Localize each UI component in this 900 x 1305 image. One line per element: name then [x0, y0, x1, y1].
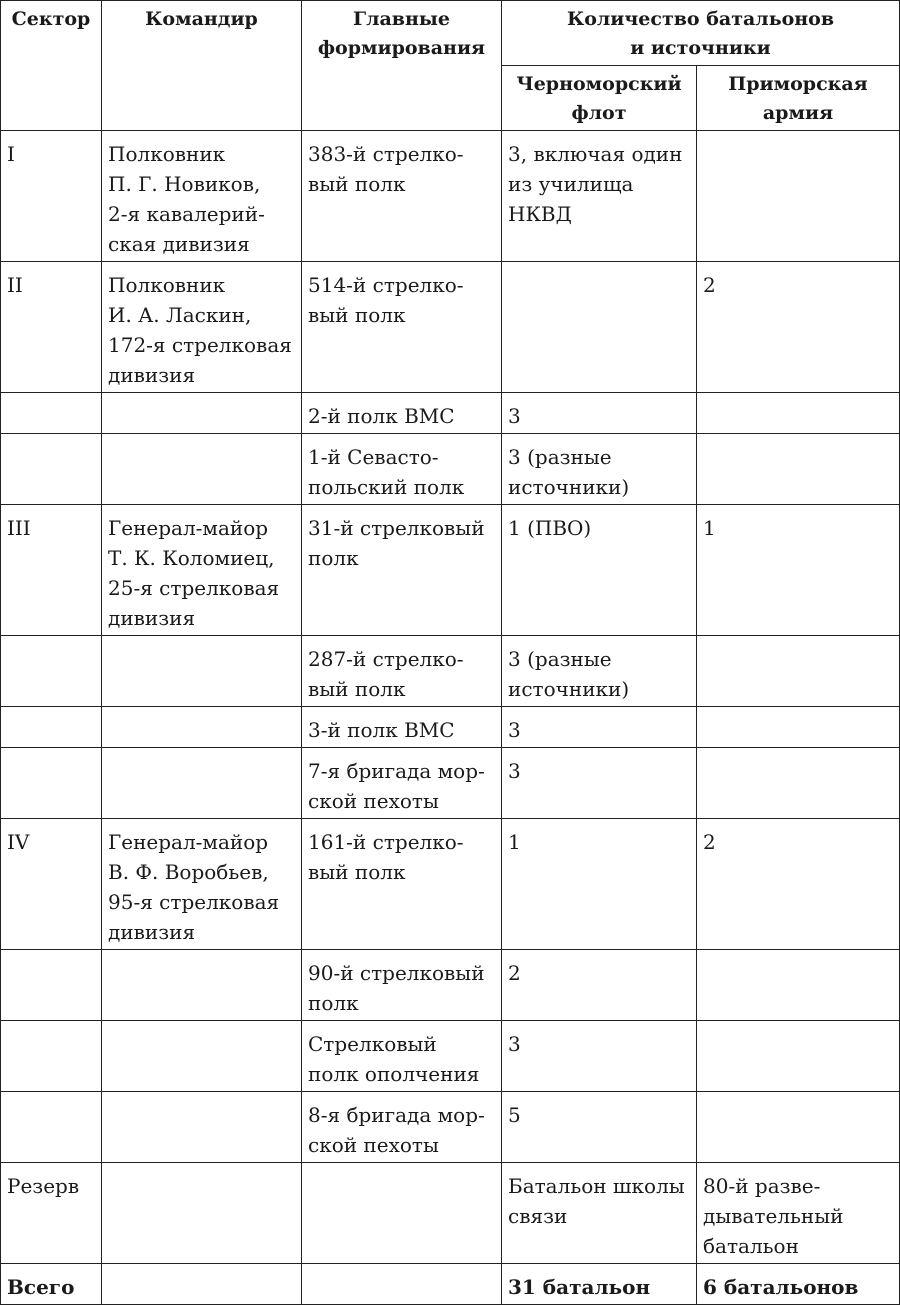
commander-cell-line: Т. К. Коломиец, [108, 546, 275, 570]
fleet-cell-line: 3 [508, 759, 521, 783]
commander-cell [102, 1021, 302, 1092]
commander-cell [102, 393, 302, 434]
army-cell [697, 1092, 900, 1163]
fleet-cell-line: 3 (разные [508, 647, 612, 671]
army-cell-line: батальон [703, 1234, 799, 1258]
fleet-cell-line: 3 [508, 718, 521, 742]
fleet-cell-line: 2 [508, 961, 521, 985]
commander-cell-line: дивизия [108, 920, 196, 944]
army-cell [697, 748, 900, 819]
commander-cell [102, 748, 302, 819]
formation-cell-line: 287-й стрелко- [308, 647, 464, 671]
formation-cell-line: Стрелковый [308, 1032, 437, 1056]
fleet-cell [502, 1021, 697, 1092]
formation-cell-line: вый полк [308, 860, 406, 884]
formation-cell [302, 1092, 502, 1163]
header-battalions: Количество батальонов и источники [502, 1, 900, 66]
fleet-cell [502, 707, 697, 748]
army-cell [697, 950, 900, 1021]
commander-cell-line: ская дивизия [108, 232, 250, 256]
fleet-cell-line: 3, включая один [508, 142, 683, 166]
header-formations: Главные формирования [302, 1, 502, 131]
commander-cell-line: П. Г. Новиков, [108, 172, 261, 196]
formation-cell-line: ской пехоты [308, 1133, 439, 1157]
header-black-sea-fleet: Черноморский флот [502, 66, 697, 131]
sector-cell [1, 393, 102, 434]
commander-cell [102, 131, 302, 262]
table-row [1, 131, 900, 262]
army-cell [697, 1021, 900, 1092]
formation-cell [302, 707, 502, 748]
commander-cell-line: 172-я стрелковая [108, 333, 292, 357]
commander-cell-line: Полковник [108, 142, 226, 166]
formation-cell-line: полк ополчения [308, 1062, 480, 1086]
table-row [1, 262, 900, 393]
sector-cell [1, 950, 102, 1021]
army-cell [697, 707, 900, 748]
fleet-cell [502, 505, 697, 636]
formation-cell [302, 819, 502, 950]
sector-cell [1, 707, 102, 748]
commander-cell [102, 636, 302, 707]
sector-cell [1, 434, 102, 505]
formation-cell-line: польский полк [308, 475, 465, 499]
formation-cell-line: 161-й стрелко- [308, 830, 464, 854]
fleet-cell-line: источники) [508, 475, 630, 499]
formation-cell-line: 514-й стрелко- [308, 273, 464, 297]
fleet-cell-line: 3 [508, 1032, 521, 1056]
commander-cell [102, 505, 302, 636]
commander-cell [102, 1163, 302, 1264]
header-sector: Сектор [1, 1, 102, 131]
formation-cell-line: 90-й стрелковый [308, 961, 485, 985]
fleet-cell [502, 819, 697, 950]
commander-cell-line: 95-я стрелковая [108, 890, 280, 914]
sector-cell: IV [1, 819, 102, 950]
table-row [1, 1021, 900, 1092]
formation-cell-line: полк [308, 991, 359, 1015]
formation-cell [302, 636, 502, 707]
commander-cell [102, 434, 302, 505]
table-row [1, 1092, 900, 1163]
fleet-cell [502, 636, 697, 707]
army-cell-line: 80-й разве- [703, 1174, 821, 1198]
sector-cell: II [1, 262, 102, 393]
fleet-cell [502, 748, 697, 819]
formation-cell [302, 262, 502, 393]
formation-cell [302, 1021, 502, 1092]
fleet-cell [502, 262, 697, 393]
army-cell [697, 131, 900, 262]
totals-label: Всего [1, 1264, 102, 1305]
sector-cell [1, 636, 102, 707]
table-row [1, 819, 900, 950]
table-row [1, 434, 900, 505]
fleet-cell-line: 3 [508, 404, 521, 428]
table-body [1, 131, 900, 1264]
formation-cell [302, 434, 502, 505]
fleet-cell [502, 393, 697, 434]
army-cell-line: 1 [703, 516, 716, 540]
sector-cell [1, 748, 102, 819]
formation-cell [302, 393, 502, 434]
table-row [1, 636, 900, 707]
fleet-cell [502, 1163, 697, 1264]
formation-cell-line: 3-й полк ВМС [308, 718, 455, 742]
army-cell [697, 262, 900, 393]
table-row [1, 393, 900, 434]
table-row [1, 1163, 900, 1264]
army-cell-line: 2 [703, 830, 716, 854]
formation-cell-line: 31-й стрелковый [308, 516, 485, 540]
header-primorsky-army: Приморская армия [697, 66, 900, 131]
army-cell [697, 393, 900, 434]
header-commander: Командир [102, 1, 302, 131]
army-cell [697, 636, 900, 707]
fleet-cell-line: НКВД [508, 202, 572, 226]
sector-cell: III [1, 505, 102, 636]
table-row [1, 748, 900, 819]
formation-cell [302, 505, 502, 636]
formation-cell-line: 7-я бригада мор- [308, 759, 485, 783]
commander-cell [102, 819, 302, 950]
commander-cell-line: Генерал-майор [108, 516, 269, 540]
army-cell [697, 434, 900, 505]
commander-cell-line: дивизия [108, 363, 196, 387]
table-row [1, 505, 900, 636]
fleet-cell-line: 1 (ПВО) [508, 516, 592, 540]
formation-cell-line: 8-я бригада мор- [308, 1103, 485, 1127]
formation-cell [302, 950, 502, 1021]
commander-cell-line: дивизия [108, 606, 196, 630]
fleet-cell [502, 131, 697, 262]
army-cell-line: дывательный [703, 1204, 844, 1228]
sector-cell [1, 1021, 102, 1092]
army-cell [697, 819, 900, 950]
fleet-cell [502, 434, 697, 505]
formation-cell-line: вый полк [308, 677, 406, 701]
army-cell [697, 505, 900, 636]
commander-cell-line: Полковник [108, 273, 226, 297]
fleet-cell [502, 950, 697, 1021]
formation-cell-line: вый полк [308, 172, 406, 196]
commander-cell-line: 2-я кавалерий- [108, 202, 265, 226]
formation-cell-line: ской пехоты [308, 789, 439, 813]
fleet-cell-line: 5 [508, 1103, 521, 1127]
sector-cell: I [1, 131, 102, 262]
formation-cell-line: полк [308, 546, 359, 570]
commander-cell-line: В. Ф. Воробьев, [108, 860, 269, 884]
totals-row [1, 1264, 900, 1305]
fleet-cell-line: источники) [508, 677, 630, 701]
commander-cell-line: И. А. Ласкин, [108, 303, 252, 327]
table-row [1, 950, 900, 1021]
formation-cell-line: 1-й Севасто- [308, 445, 439, 469]
commander-cell [102, 707, 302, 748]
fleet-cell [502, 1092, 697, 1163]
totals-army: 6 батальонов [697, 1264, 900, 1305]
commander-cell [102, 1092, 302, 1163]
totals-fleet: 31 батальон [502, 1264, 697, 1305]
commander-cell [102, 262, 302, 393]
formation-cell-line: вый полк [308, 303, 406, 327]
formation-cell [302, 748, 502, 819]
sector-cell [1, 1092, 102, 1163]
fleet-cell-line: Батальон школы [508, 1174, 685, 1198]
fleet-cell-line: 1 [508, 830, 521, 854]
army-cell [697, 1163, 900, 1264]
commander-cell-line: Генерал-майор [108, 830, 269, 854]
fleet-cell-line: из училища [508, 172, 634, 196]
formation-cell-line: 2-й полк ВМС [308, 404, 455, 428]
commander-cell-line: 25-я стрелковая [108, 576, 280, 600]
army-cell-line: 2 [703, 273, 716, 297]
fleet-cell-line: связи [508, 1204, 568, 1228]
formation-cell [302, 1163, 502, 1264]
fleet-cell-line: 3 (разные [508, 445, 612, 469]
commander-cell [102, 950, 302, 1021]
totals-empty-commander [102, 1264, 302, 1305]
sector-cell: Резерв [1, 1163, 102, 1264]
formation-cell-line: 383-й стрелко- [308, 142, 464, 166]
table-row [1, 707, 900, 748]
totals-empty-formation [302, 1264, 502, 1305]
formation-cell [302, 131, 502, 262]
